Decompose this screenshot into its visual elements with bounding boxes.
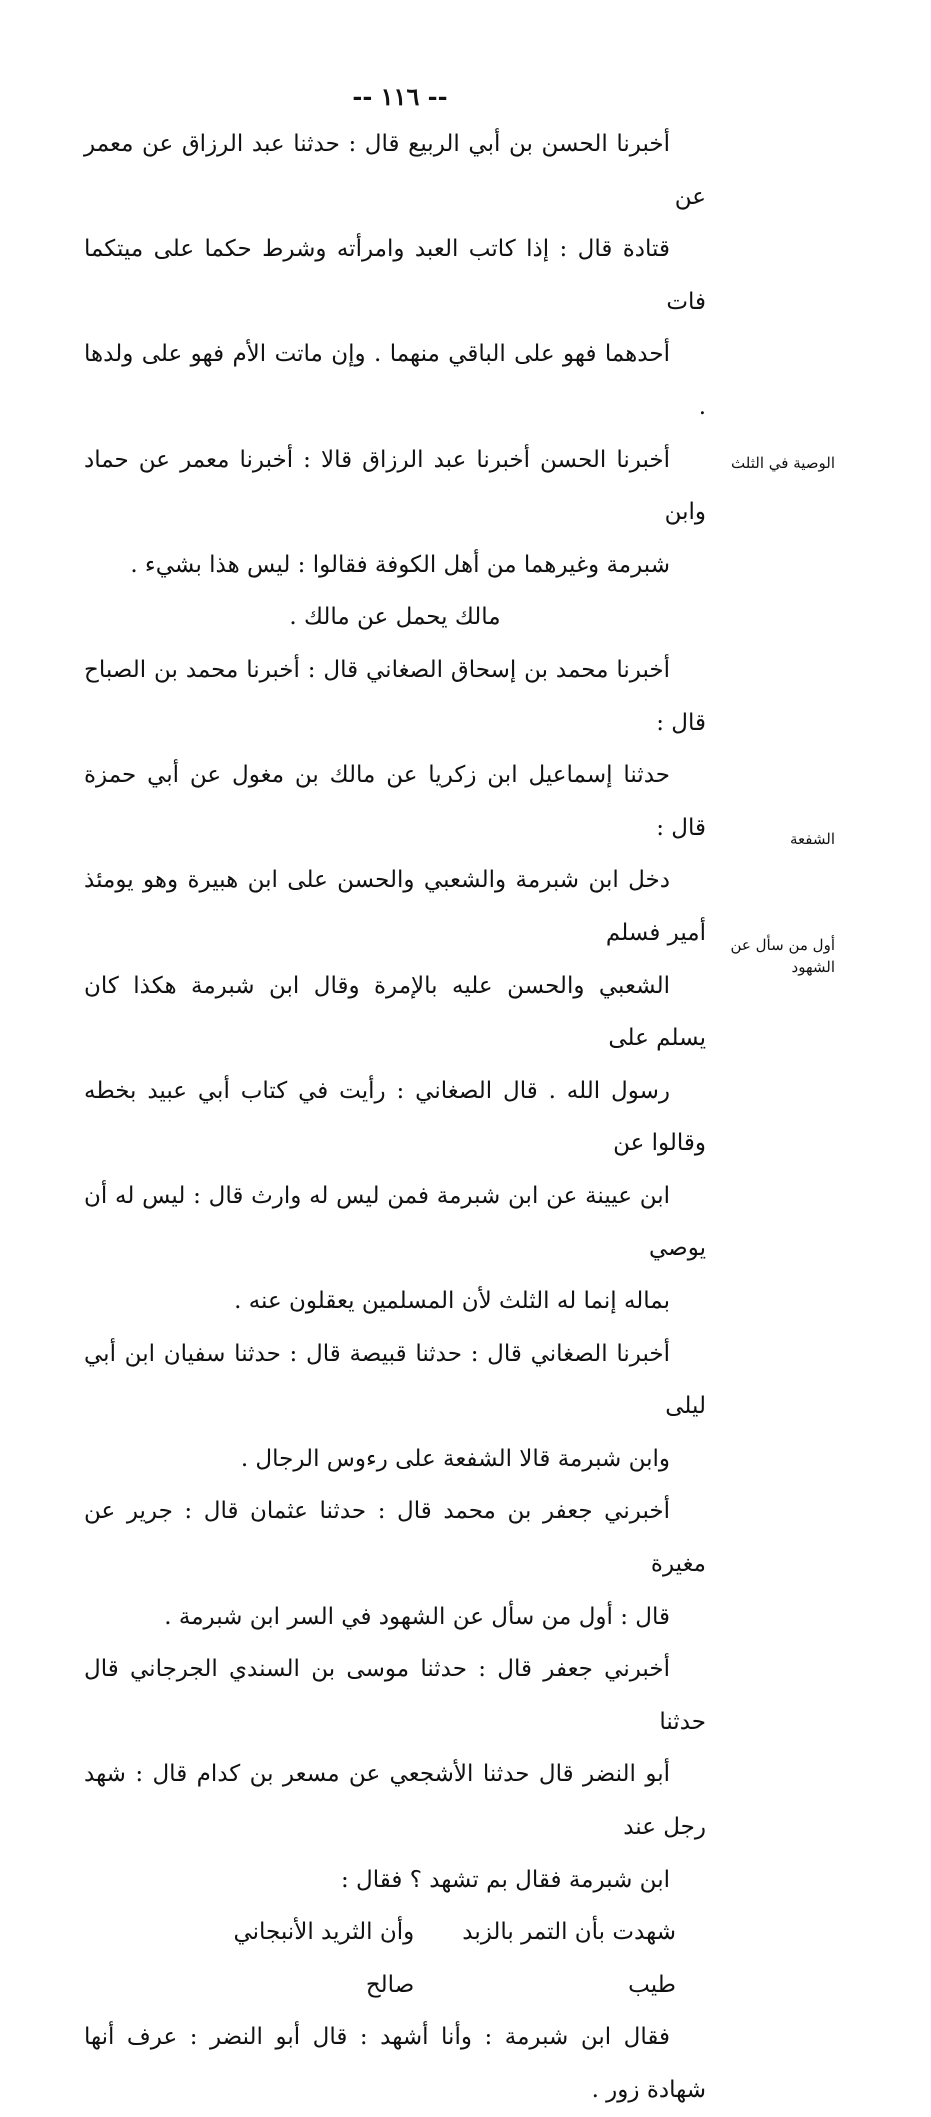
text-line: دخل ابن شبرمة والشعبي والحسن على ابن هبيرة وهو يومئذ أمير فسلم [84, 867, 706, 946]
text-line: أبو النضر قال حدثنا الأشجعي عن مسعر بن كدام قال : شهد رجل عند [84, 1761, 706, 1840]
text-line: أخبرنا الحسن أخبرنا عبد الرزاق قالا : أخبرنا معمر عن حماد وابن [84, 446, 706, 526]
text-line: الشعبي والحسن عليه بالإمرة وقال ابن شبرمة هكذا كان يسلم على [84, 972, 706, 1052]
page-number: -- ١١٦ -- [352, 82, 448, 111]
text-line: مالك يحمل عن مالك . [289, 604, 501, 631]
poetry-verse [84, 1906, 706, 2011]
paragraph-4 [84, 1328, 706, 1486]
section-heading [84, 591, 706, 644]
text-line: بماله إنما له الثلث لأن المسلمين يعقلون عنه . [234, 1288, 670, 1315]
text-line: رسول الله . قال الصغاني : رأيت في كتاب أبي عبيد بخطه وقالوا عن [84, 1077, 706, 1157]
text-line: شبرمة وغيرهما من أهل الكوفة فقالوا : ليس هذا بشيء . [130, 551, 670, 578]
text-line: قال : أول من سأل عن الشهود في السر ابن شبرمة . [164, 1603, 670, 1630]
text-line: حدثنا إسماعيل ابن زكريا عن مالك بن مغول عن أبي حمزة قال : [84, 762, 706, 841]
text-line: أحدهما فهو على الباقي منهما . وإن ماتت الأم فهو على ولدها . [84, 341, 706, 420]
text-line: ابن عيينة عن ابن شبرمة فمن ليس له وارث قال : ليس له أن يوصي [84, 1182, 706, 1262]
paragraph-5 [84, 1485, 706, 1643]
text-line: ابن شبرمة فقال بم تشهد ؟ فقال : [341, 1866, 670, 1893]
text-line: قتادة قال : إذا كاتب العبد وامرأته وشرط حكما على ميتكما فات [84, 236, 706, 315]
text-line: أخبرني جعفر قال : حدثنا موسى بن السندي الجرجاني قال حدثنا [84, 1656, 706, 1735]
text-line: أخبرني جعفر بن محمد قال : حدثنا عثمان قال : جرير عن مغيرة [84, 1498, 706, 1578]
text-line: فقال ابن شبرمة : وأنا أشهد : قال أبو النضر : عرف أنها شهادة زور . [84, 2024, 706, 2103]
verse-hemistich-1: شهدت بأن التمر بالزبد طيب [462, 1919, 676, 1998]
paragraph-1 [84, 118, 706, 434]
margin-note-witnesses: أول من سأل عن الشهود [730, 936, 835, 976]
margin-note-will: الوصية في الثلث [731, 454, 835, 472]
paragraph-3 [84, 644, 706, 1328]
margin-note-preemption: الشفعة [790, 830, 835, 848]
text-line: أخبرنا الحسن بن أبي الربيع قال : حدثنا عبد الرزاق عن معمر عن [84, 131, 706, 210]
main-text [84, 118, 706, 2117]
text-line: أخبرنا محمد بن إسحاق الصغاني قال : أخبرنا محمد بن الصباح قال : [84, 656, 706, 736]
text-line: وابن شبرمة قالا الشفعة على رءوس الرجال . [240, 1445, 670, 1472]
paragraph-2 [84, 434, 706, 592]
verse-hemistich-2: وأن الثريد الأنبجاني صالح [233, 1919, 415, 1998]
closing-line [84, 2011, 706, 2116]
paragraph-6 [84, 1643, 706, 1906]
text-line: أخبرنا الصغاني قال : حدثنا قبيصة قال : حدثنا سفيان ابن أبي ليلى [84, 1340, 706, 1420]
